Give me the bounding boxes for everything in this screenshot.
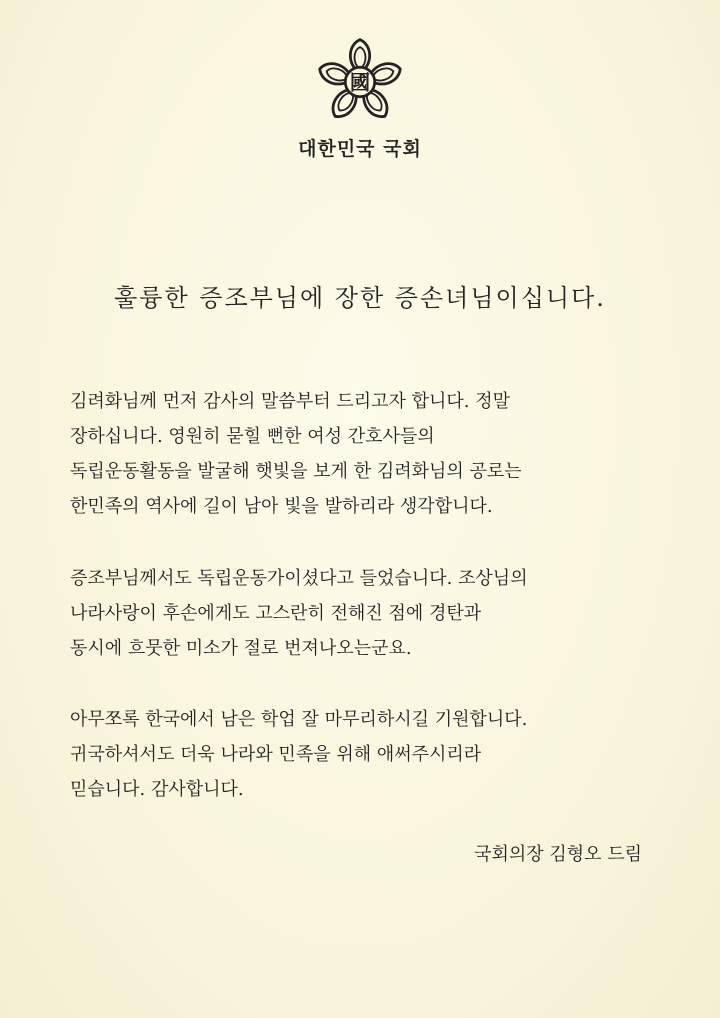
signature: 국회의장 김형오 드림 xyxy=(474,844,642,865)
paragraph-line: 증조부님께서도 독립운동가이셨다고 들었습니다. 조상님의 xyxy=(70,568,528,589)
paragraph-line: 김려화님께 먼저 감사의 말씀부터 드리고자 합니다. 정말 xyxy=(70,391,510,412)
letter-headline: 훌륭한 증조부님에 장한 증손녀님이십니다. xyxy=(114,284,606,312)
paragraph-line: 귀국하셔서도 더욱 나라와 민족을 위해 애써주시리라 xyxy=(70,744,482,765)
paragraph-line: 나라사랑이 후손에게도 고스란히 전해진 점에 경탄과 xyxy=(70,603,482,624)
paragraph-line: 믿습니다. 감사합니다. xyxy=(70,779,244,800)
paragraph-line: 동시에 흐뭇한 미소가 절로 번져나오는군요. xyxy=(70,638,412,659)
paragraph-1 xyxy=(70,384,670,524)
emblem-character: 國 xyxy=(349,70,371,95)
institution-name: 대한민국 국회 xyxy=(298,138,422,160)
paragraph-line: 장하십니다. 영원히 묻힐 뻔한 여성 간호사들의 xyxy=(70,426,435,447)
paragraph-line: 독립운동활동을 발굴해 햇빛을 보게 한 김려화님의 공로는 xyxy=(70,461,522,482)
paragraph-3 xyxy=(70,702,670,807)
paragraph-line: 아무쪼록 한국에서 남은 학업 잘 마무리하시길 기원합니다. xyxy=(70,709,528,730)
national-assembly-emblem-icon xyxy=(314,36,406,128)
paragraph-line: 한민족의 역사에 길이 남아 빛을 발하리라 생각합니다. xyxy=(70,496,493,517)
paragraph-2 xyxy=(70,561,670,666)
